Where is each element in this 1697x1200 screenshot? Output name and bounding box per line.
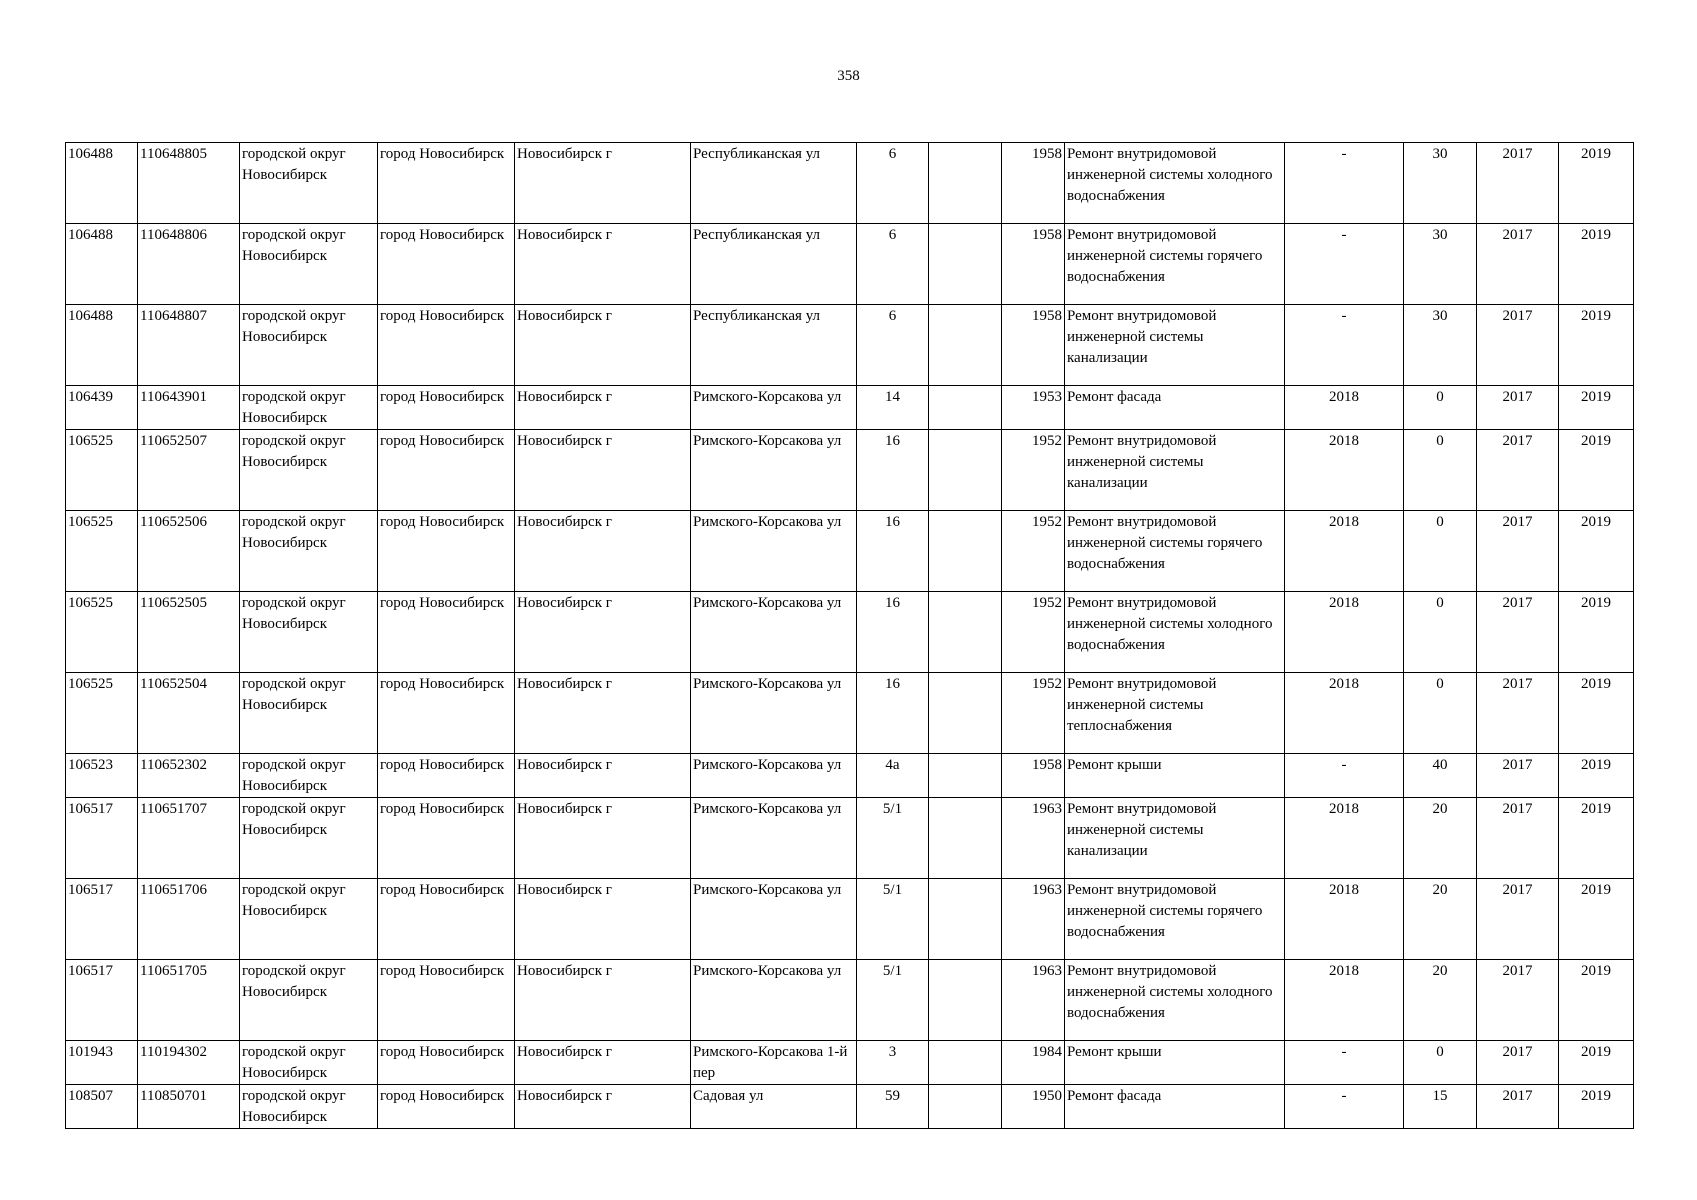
cell-extra (929, 305, 1002, 386)
cell-settlement: город Новосибирск (378, 511, 515, 592)
table-row (66, 1085, 1634, 1129)
cell-col-13: 2017 (1477, 224, 1559, 305)
cell-settlement: город Новосибирск (378, 430, 515, 511)
cell-work: Ремонт внутридомовой инженерной системы канализации (1065, 305, 1285, 386)
cell-house: 5/1 (857, 960, 929, 1041)
cell-district: городской округ Новосибирск (240, 960, 378, 1041)
cell-house: 5/1 (857, 798, 929, 879)
cell-work: Ремонт внутридомовой инженерной системы горячего водоснабжения (1065, 224, 1285, 305)
table-body (66, 143, 1634, 1129)
cell-extra (929, 386, 1002, 430)
cell-col-11: 2018 (1285, 511, 1404, 592)
cell-col-13: 2017 (1477, 386, 1559, 430)
cell-col-12: 0 (1404, 386, 1477, 430)
cell-work: Ремонт внутридомовой инженерной системы холодного водоснабжения (1065, 592, 1285, 673)
cell-col-14: 2019 (1559, 592, 1634, 673)
cell-district: городской округ Новосибирск (240, 754, 378, 798)
cell-col-11: - (1285, 1041, 1404, 1085)
cell-district: городской округ Новосибирск (240, 143, 378, 224)
cell-id: 108507 (66, 1085, 138, 1129)
cell-street: Римского-Корсакова ул (691, 754, 857, 798)
cell-id: 101943 (66, 1041, 138, 1085)
cell-col-11: - (1285, 1085, 1404, 1129)
cell-col-11: 2018 (1285, 879, 1404, 960)
cell-house: 5/1 (857, 879, 929, 960)
cell-city: Новосибирск г (515, 511, 691, 592)
cell-work: Ремонт внутридомовой инженерной системы канализации (1065, 430, 1285, 511)
capital-repair-table (65, 142, 1634, 1129)
cell-col-14: 2019 (1559, 386, 1634, 430)
cell-street: Садовая ул (691, 1085, 857, 1129)
cell-code: 110652507 (138, 430, 240, 511)
table-row (66, 673, 1634, 754)
cell-settlement: город Новосибирск (378, 224, 515, 305)
cell-street: Римского-Корсакова 1-й пер (691, 1041, 857, 1085)
cell-col-11: 2018 (1285, 386, 1404, 430)
cell-col-12: 0 (1404, 430, 1477, 511)
cell-street: Римского-Корсакова ул (691, 673, 857, 754)
cell-col-11: 2018 (1285, 673, 1404, 754)
cell-col-13: 2017 (1477, 511, 1559, 592)
cell-house: 59 (857, 1085, 929, 1129)
cell-year-built: 1958 (1002, 224, 1065, 305)
cell-house: 6 (857, 224, 929, 305)
cell-street: Римского-Корсакова ул (691, 511, 857, 592)
cell-col-12: 30 (1404, 305, 1477, 386)
cell-code: 110651705 (138, 960, 240, 1041)
cell-year-built: 1952 (1002, 673, 1065, 754)
cell-col-13: 2017 (1477, 960, 1559, 1041)
cell-year-built: 1952 (1002, 592, 1065, 673)
cell-district: городской округ Новосибирск (240, 1041, 378, 1085)
cell-extra (929, 1041, 1002, 1085)
cell-street: Республиканская ул (691, 224, 857, 305)
cell-col-11: 2018 (1285, 430, 1404, 511)
cell-col-13: 2017 (1477, 673, 1559, 754)
cell-col-14: 2019 (1559, 798, 1634, 879)
cell-extra (929, 754, 1002, 798)
cell-extra (929, 143, 1002, 224)
cell-id: 106525 (66, 511, 138, 592)
cell-code: 110651706 (138, 879, 240, 960)
cell-code: 110648806 (138, 224, 240, 305)
cell-city: Новосибирск г (515, 305, 691, 386)
table-row (66, 511, 1634, 592)
cell-settlement: город Новосибирск (378, 754, 515, 798)
cell-city: Новосибирск г (515, 430, 691, 511)
cell-year-built: 1950 (1002, 1085, 1065, 1129)
cell-work: Ремонт внутридомовой инженерной системы горячего водоснабжения (1065, 511, 1285, 592)
cell-district: городской округ Новосибирск (240, 592, 378, 673)
cell-col-12: 20 (1404, 798, 1477, 879)
cell-house: 16 (857, 430, 929, 511)
cell-col-14: 2019 (1559, 224, 1634, 305)
table-row (66, 754, 1634, 798)
cell-col-13: 2017 (1477, 430, 1559, 511)
cell-district: городской округ Новосибирск (240, 1085, 378, 1129)
cell-year-built: 1958 (1002, 305, 1065, 386)
cell-work: Ремонт внутридомовой инженерной системы холодного водоснабжения (1065, 143, 1285, 224)
cell-code: 110652506 (138, 511, 240, 592)
cell-city: Новосибирск г (515, 879, 691, 960)
cell-settlement: город Новосибирск (378, 960, 515, 1041)
cell-year-built: 1952 (1002, 430, 1065, 511)
cell-city: Новосибирск г (515, 1041, 691, 1085)
cell-code: 110648805 (138, 143, 240, 224)
cell-district: городской округ Новосибирск (240, 511, 378, 592)
table-row (66, 430, 1634, 511)
cell-extra (929, 224, 1002, 305)
table-row (66, 386, 1634, 430)
cell-district: городской округ Новосибирск (240, 430, 378, 511)
cell-work: Ремонт крыши (1065, 1041, 1285, 1085)
cell-col-13: 2017 (1477, 879, 1559, 960)
cell-city: Новосибирск г (515, 1085, 691, 1129)
cell-code: 110648807 (138, 305, 240, 386)
cell-col-11: - (1285, 754, 1404, 798)
cell-col-14: 2019 (1559, 754, 1634, 798)
cell-work: Ремонт фасада (1065, 386, 1285, 430)
cell-year-built: 1958 (1002, 754, 1065, 798)
cell-id: 106488 (66, 143, 138, 224)
cell-col-11: 2018 (1285, 960, 1404, 1041)
cell-id: 106439 (66, 386, 138, 430)
cell-col-12: 15 (1404, 1085, 1477, 1129)
cell-house: 3 (857, 1041, 929, 1085)
cell-col-14: 2019 (1559, 879, 1634, 960)
cell-work: Ремонт внутридомовой инженерной системы горячего водоснабжения (1065, 879, 1285, 960)
table-row (66, 960, 1634, 1041)
cell-id: 106517 (66, 798, 138, 879)
cell-settlement: город Новосибирск (378, 673, 515, 754)
cell-id: 106523 (66, 754, 138, 798)
cell-code: 110652504 (138, 673, 240, 754)
cell-code: 110652505 (138, 592, 240, 673)
cell-col-13: 2017 (1477, 1041, 1559, 1085)
cell-extra (929, 879, 1002, 960)
cell-col-14: 2019 (1559, 430, 1634, 511)
cell-extra (929, 673, 1002, 754)
cell-extra (929, 511, 1002, 592)
cell-col-14: 2019 (1559, 1041, 1634, 1085)
table-row (66, 143, 1634, 224)
cell-settlement: город Новосибирск (378, 592, 515, 673)
cell-code: 110643901 (138, 386, 240, 430)
cell-year-built: 1953 (1002, 386, 1065, 430)
cell-code: 110850701 (138, 1085, 240, 1129)
cell-work: Ремонт внутридомовой инженерной системы канализации (1065, 798, 1285, 879)
cell-col-12: 0 (1404, 511, 1477, 592)
cell-col-12: 20 (1404, 879, 1477, 960)
cell-settlement: город Новосибирск (378, 798, 515, 879)
cell-city: Новосибирск г (515, 960, 691, 1041)
cell-city: Новосибирск г (515, 143, 691, 224)
cell-street: Римского-Корсакова ул (691, 386, 857, 430)
cell-settlement: город Новосибирск (378, 1041, 515, 1085)
table-row (66, 879, 1634, 960)
cell-settlement: город Новосибирск (378, 305, 515, 386)
cell-work: Ремонт фасада (1065, 1085, 1285, 1129)
cell-col-13: 2017 (1477, 143, 1559, 224)
cell-col-14: 2019 (1559, 673, 1634, 754)
cell-house: 16 (857, 592, 929, 673)
cell-settlement: город Новосибирск (378, 143, 515, 224)
cell-code: 110651707 (138, 798, 240, 879)
cell-col-12: 0 (1404, 592, 1477, 673)
cell-street: Римского-Корсакова ул (691, 798, 857, 879)
cell-extra (929, 960, 1002, 1041)
cell-street: Римского-Корсакова ул (691, 430, 857, 511)
cell-year-built: 1963 (1002, 798, 1065, 879)
cell-code: 110652302 (138, 754, 240, 798)
cell-city: Новосибирск г (515, 798, 691, 879)
cell-house: 16 (857, 511, 929, 592)
cell-col-13: 2017 (1477, 754, 1559, 798)
cell-city: Новосибирск г (515, 386, 691, 430)
cell-id: 106525 (66, 430, 138, 511)
cell-id: 106517 (66, 960, 138, 1041)
cell-col-12: 30 (1404, 143, 1477, 224)
cell-house: 14 (857, 386, 929, 430)
cell-col-13: 2017 (1477, 798, 1559, 879)
cell-street: Республиканская ул (691, 143, 857, 224)
cell-house: 16 (857, 673, 929, 754)
cell-city: Новосибирск г (515, 754, 691, 798)
cell-district: городской округ Новосибирск (240, 879, 378, 960)
cell-col-12: 0 (1404, 1041, 1477, 1085)
table-row (66, 798, 1634, 879)
cell-col-12: 40 (1404, 754, 1477, 798)
cell-work: Ремонт внутридомовой инженерной системы холодного водоснабжения (1065, 960, 1285, 1041)
cell-district: городской округ Новосибирск (240, 305, 378, 386)
cell-district: городской округ Новосибирск (240, 386, 378, 430)
cell-id: 106488 (66, 224, 138, 305)
cell-col-14: 2019 (1559, 1085, 1634, 1129)
cell-city: Новосибирск г (515, 592, 691, 673)
cell-year-built: 1963 (1002, 960, 1065, 1041)
cell-extra (929, 430, 1002, 511)
cell-district: городской округ Новосибирск (240, 673, 378, 754)
cell-col-12: 30 (1404, 224, 1477, 305)
cell-id: 106488 (66, 305, 138, 386)
cell-house: 4а (857, 754, 929, 798)
cell-id: 106525 (66, 673, 138, 754)
table-row (66, 224, 1634, 305)
cell-settlement: город Новосибирск (378, 386, 515, 430)
cell-street: Римского-Корсакова ул (691, 592, 857, 673)
cell-col-11: - (1285, 224, 1404, 305)
cell-col-12: 20 (1404, 960, 1477, 1041)
cell-extra (929, 592, 1002, 673)
cell-col-11: 2018 (1285, 592, 1404, 673)
cell-col-14: 2019 (1559, 511, 1634, 592)
cell-settlement: город Новосибирск (378, 1085, 515, 1129)
cell-house: 6 (857, 143, 929, 224)
cell-city: Новосибирск г (515, 673, 691, 754)
cell-city: Новосибирск г (515, 224, 691, 305)
cell-year-built: 1984 (1002, 1041, 1065, 1085)
cell-col-11: - (1285, 305, 1404, 386)
cell-street: Римского-Корсакова ул (691, 960, 857, 1041)
cell-extra (929, 1085, 1002, 1129)
cell-street: Республиканская ул (691, 305, 857, 386)
cell-settlement: город Новосибирск (378, 879, 515, 960)
cell-work: Ремонт крыши (1065, 754, 1285, 798)
cell-col-11: 2018 (1285, 798, 1404, 879)
cell-street: Римского-Корсакова ул (691, 879, 857, 960)
cell-col-14: 2019 (1559, 143, 1634, 224)
cell-district: городской округ Новосибирск (240, 224, 378, 305)
table-row (66, 305, 1634, 386)
cell-col-14: 2019 (1559, 305, 1634, 386)
cell-col-13: 2017 (1477, 305, 1559, 386)
cell-col-14: 2019 (1559, 960, 1634, 1041)
table-row (66, 1041, 1634, 1085)
cell-col-11: - (1285, 143, 1404, 224)
page-number: 358 (837, 68, 860, 84)
cell-house: 6 (857, 305, 929, 386)
cell-id: 106517 (66, 879, 138, 960)
cell-work: Ремонт внутридомовой инженерной системы теплоснабжения (1065, 673, 1285, 754)
table-row (66, 592, 1634, 673)
cell-year-built: 1963 (1002, 879, 1065, 960)
cell-code: 110194302 (138, 1041, 240, 1085)
cell-id: 106525 (66, 592, 138, 673)
cell-district: городской округ Новосибирск (240, 798, 378, 879)
cell-col-12: 0 (1404, 673, 1477, 754)
cell-col-13: 2017 (1477, 1085, 1559, 1129)
cell-year-built: 1958 (1002, 143, 1065, 224)
cell-year-built: 1952 (1002, 511, 1065, 592)
cell-col-13: 2017 (1477, 592, 1559, 673)
cell-extra (929, 798, 1002, 879)
